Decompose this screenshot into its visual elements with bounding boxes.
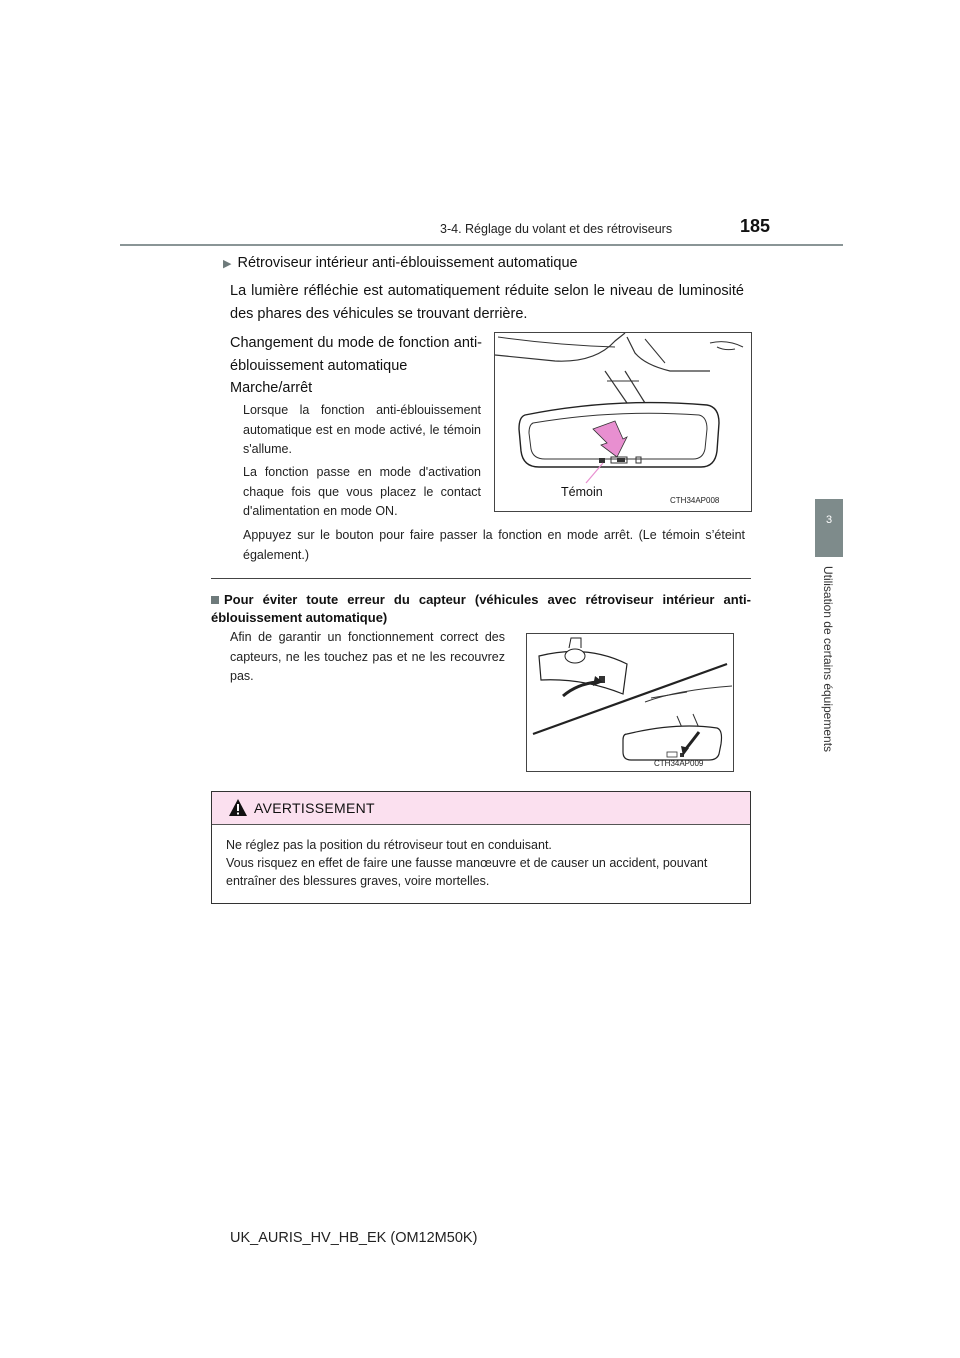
triangle-arrow-icon: ▶ — [223, 258, 232, 270]
sensor-heading-text: Pour éviter toute erreur du capteur (véhicules avec rétroviseur intérieur anti-éblouissement automatique) — [211, 592, 751, 625]
sensor-figure — [526, 633, 734, 772]
note-activation-on: La fonction passe en mode d'activation chaque fois que vous placez le contact d'alimentation en mode ON. — [243, 465, 481, 518]
mirror-illustration — [495, 333, 751, 511]
warning-header — [212, 792, 750, 825]
indicator-lamp-icon — [599, 458, 605, 463]
figure-code: CTH34AP009 — [654, 759, 704, 768]
warning-title: AVERTISSEMENT — [254, 800, 375, 816]
figure-code: CTH34AP008 — [670, 496, 720, 505]
section-divider — [211, 578, 751, 579]
square-bullet-icon — [211, 596, 219, 604]
indicator-label: Témoin — [561, 485, 603, 499]
chapter-number: 3 — [825, 514, 833, 526]
change-mode-text: Changement du mode de fonction anti-éblouissement automatique — [230, 335, 482, 374]
note-off: Appuyez sur le bouton pour faire passer la fonction en mode arrêt. (Le témoin s’éteint également.) — [243, 528, 745, 562]
header-divider — [120, 244, 843, 246]
warning-line-1: Ne réglez pas la position du rétroviseur tout en conduisant. — [226, 838, 552, 852]
section-title: 3-4. Réglage du volant et des rétroviseurs — [440, 222, 673, 236]
subheading-text: Rétroviseur intérieur anti-éblouissement automatique — [237, 255, 578, 271]
intro-paragraph: La lumière réfléchie est automatiquement réduite selon le niveau de luminosité des phares des véhicules se trouvant derrière. — [230, 283, 744, 322]
on-off-label: Marche/arrêt — [230, 380, 313, 396]
sensor-heading — [211, 591, 751, 626]
sensor-text: Afin de garantir un fonctionnement correct des capteurs, ne les touchez pas et ne les recouvrez pas. — [230, 630, 505, 683]
subheading — [223, 255, 578, 271]
mirror-figure — [494, 332, 752, 512]
sensor-illustration — [527, 634, 733, 771]
page-number: 185 — [740, 216, 771, 236]
chapter-title: Utilisation de certains équipements — [821, 565, 835, 753]
pointer-arrow-icon — [563, 682, 597, 696]
warning-triangle-icon — [228, 798, 248, 817]
model-code: UK_AURIS_HV_HB_EK (OM12M50K) — [230, 1230, 478, 1246]
note-activated: Lorsque la fonction anti-éblouissement automatique est en mode activé, le témoin s'allume. — [243, 403, 481, 456]
warning-line-2: Vous risquez en effet de faire une fausse manœuvre et de causer un accident, pouvant entraîner des blessures graves, voire mortelles. — [226, 856, 708, 888]
warning-box — [211, 791, 751, 904]
warning-body — [226, 836, 742, 890]
